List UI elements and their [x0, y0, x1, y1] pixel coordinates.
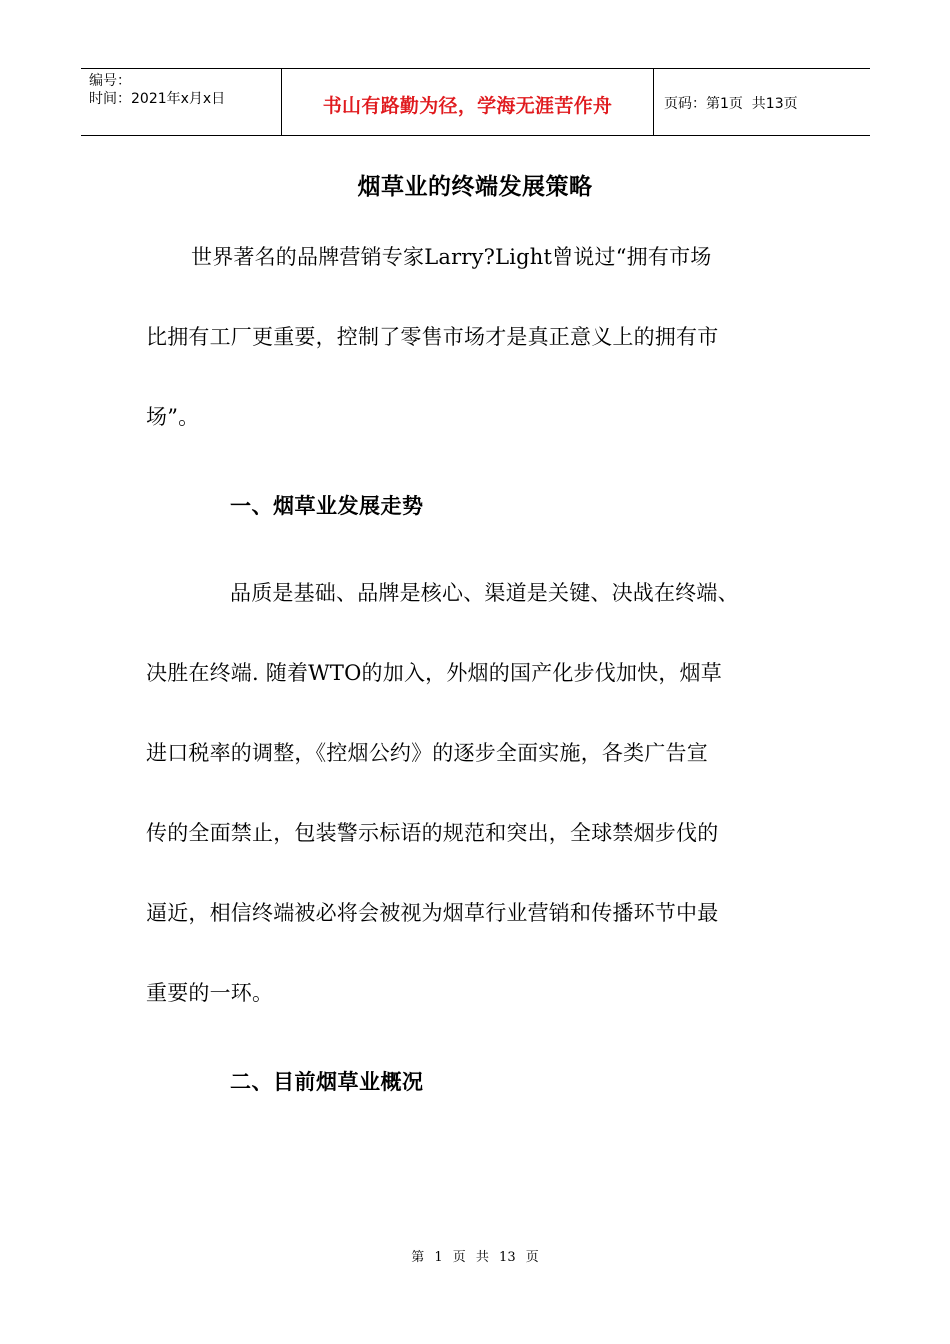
- header-table: [81, 68, 870, 136]
- header-page-code: 页码：第1页 共13页: [664, 96, 798, 112]
- section-heading-1: 一、烟草业发展走势: [230, 494, 424, 518]
- header-page-cell: [654, 69, 870, 135]
- document-title: 烟草业的终端发展策略: [357, 174, 593, 200]
- paragraph-line: 比拥有工厂更重要，控制了零售市场才是真正意义上的拥有市: [146, 325, 719, 349]
- header-motto-cell: [282, 69, 654, 135]
- section-heading-2: 二、目前烟草业概况: [230, 1070, 424, 1094]
- section1-paragraph: [146, 578, 806, 1058]
- header-motto: 书山有路勤为径，学海无涯苦作舟: [322, 94, 613, 117]
- page-footer: 第 1 页 共 13 页: [411, 1250, 539, 1265]
- paragraph-line: 重要的一环。: [146, 981, 274, 1005]
- paragraph-line: 品质是基础、品牌是核心、渠道是关键、决战在终端、: [230, 581, 739, 605]
- header-meta-cell: [81, 69, 282, 135]
- number-label: 编号：: [89, 73, 131, 89]
- intro-paragraph: [146, 242, 806, 482]
- paragraph-line: 场”。: [146, 405, 200, 429]
- paragraph-line: 决胜在终端. 随着WTO的加入，外烟的国产化步伐加快，烟草: [146, 661, 722, 685]
- paragraph-line: 进口税率的调整，《控烟公约》的逐步全面实施，各类广告宣: [146, 741, 708, 765]
- paragraph-line: 传的全面禁止，包装警示标语的规范和突出，全球禁烟步伐的: [146, 821, 719, 845]
- time-label: 时间：2021年x月x日: [89, 91, 226, 107]
- paragraph-line: 逼近，相信终端被必将会被视为烟草行业营销和传播环节中最: [146, 901, 719, 925]
- paragraph-line: 世界著名的品牌营销专家Larry?Light曾说过“拥有市场: [191, 245, 712, 269]
